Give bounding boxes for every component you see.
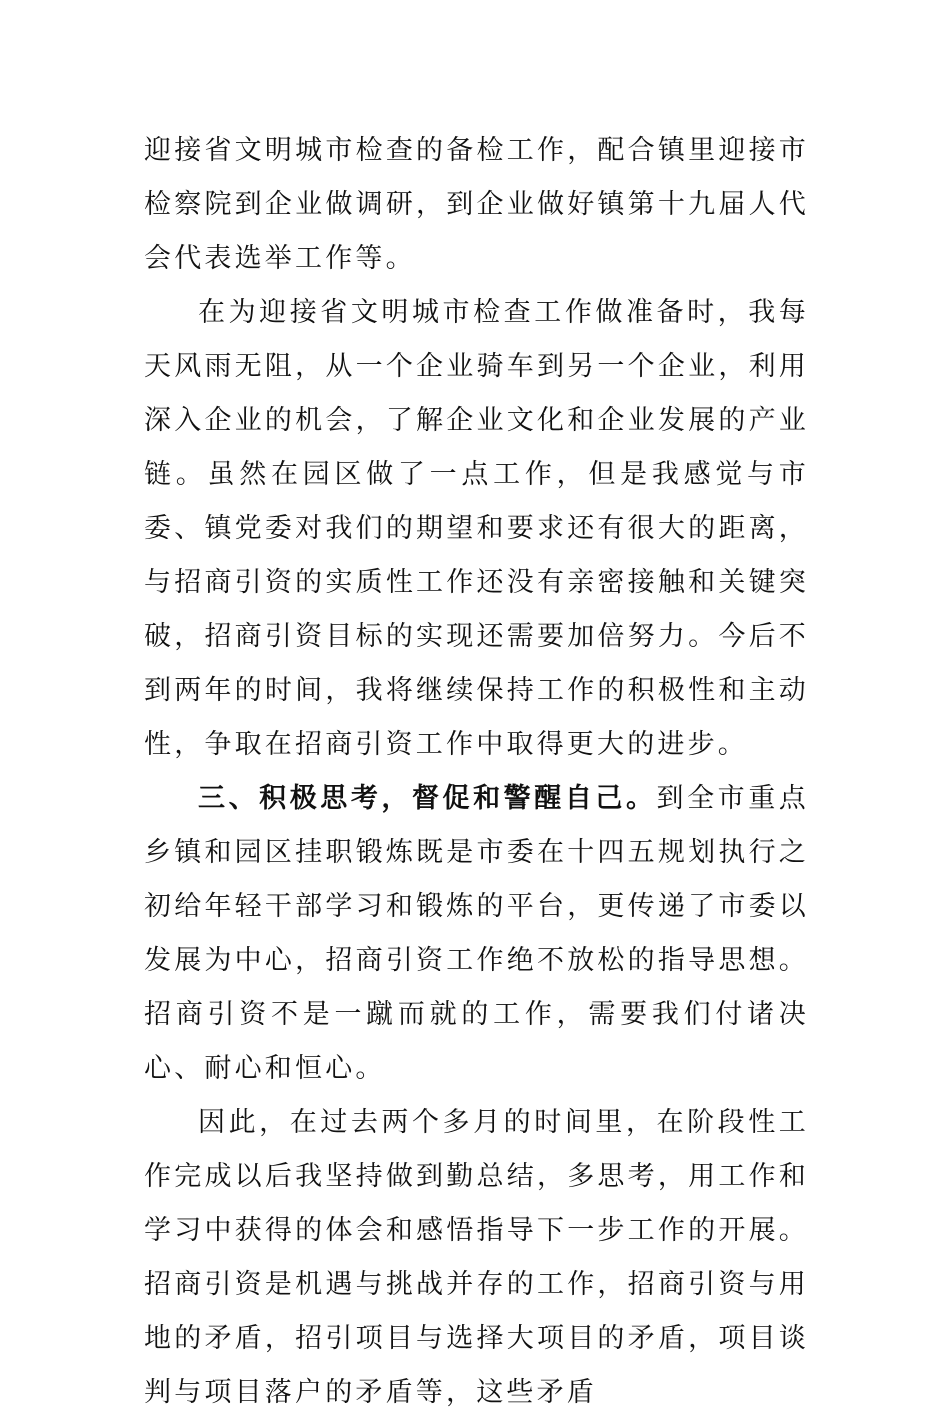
paragraph-continuation bbox=[144, 124, 809, 286]
section-heading: 三、积极思考，督促和警醒自己。 bbox=[198, 783, 657, 814]
paragraph-reflection bbox=[144, 1096, 809, 1420]
paragraph-text: 因此，在过去两个多月的时间里，在阶段性工作完成以后我坚持做到勤总结，多思考，用工作和学习中获得的体会和感悟指导下一步工作的开展。招商引资是机遇与挑战并存的工作，招商引资与用地的矛盾，招引项目与选择大项目的矛盾，项目谈判与项目落户的矛盾等，这些矛盾 bbox=[144, 1107, 809, 1408]
paragraph-section-three bbox=[144, 772, 809, 1096]
paragraph-text: 迎接省文明城市检查的备检工作，配合镇里迎接市检察院到企业做调研，到企业做好镇第十九届人代会代表选举工作等。 bbox=[144, 135, 809, 274]
paragraph-civilized-city-preparation bbox=[144, 286, 809, 772]
paragraph-text: 在为迎接省文明城市检查工作做准备时，我每天风雨无阻，从一个企业骑车到另一个企业，利用深入企业的机会，了解企业文化和企业发展的产业链。虽然在园区做了一点工作，但是我感觉与市委、镇党委对我们的期望和要求还有很大的距离，与招商引资的实质性工作还没有亲密接触和关键突破，招商引资目标的实现还需要加倍努力。今后不到两年的时间，我将继续保持工作的积极性和主动性，争取在招商引资工作中取得更大的进步。 bbox=[144, 297, 809, 760]
paragraph-text: 到全市重点乡镇和园区挂职锻炼既是市委在十四五规划执行之初给年轻干部学习和锻炼的平台，更传递了市委以发展为中心，招商引资工作绝不放松的指导思想。招商引资不是一蹴而就的工作，需要我们付诸决心、耐心和恒心。 bbox=[144, 783, 810, 1084]
document-body bbox=[144, 124, 809, 1420]
